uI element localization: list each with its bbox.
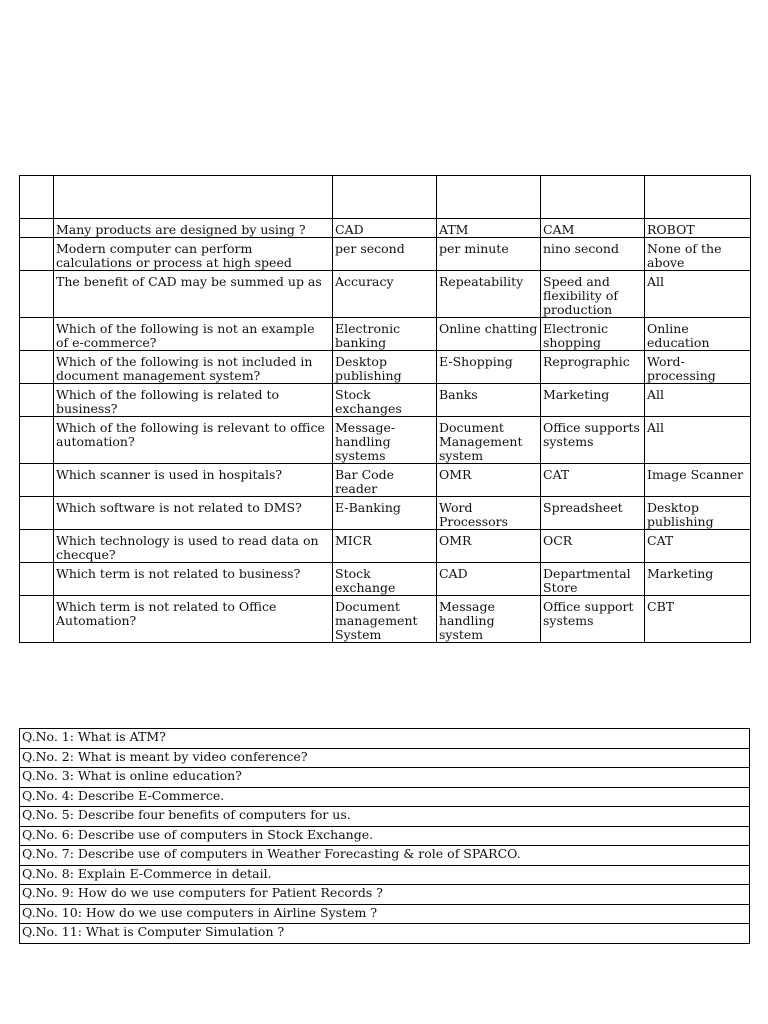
mcq-option-c: Office supports systems: [541, 417, 645, 464]
short-question: Q.No. 8: Explain E-Commerce in detail.: [20, 865, 750, 885]
mcq-header-cell: [54, 176, 333, 219]
mcq-question: Which technology is used to read data on checque?: [54, 530, 333, 563]
mcq-number-cell: [20, 464, 54, 497]
mcq-option-a: Accuracy: [333, 271, 437, 318]
mcq-row: [20, 384, 751, 417]
mcq-option-a: Stock exchanges: [333, 384, 437, 417]
mcq-row: [20, 596, 751, 643]
mcq-option-c: Spreadsheet: [541, 497, 645, 530]
mcq-option-d: All: [645, 417, 751, 464]
mcq-option-b: E-Shopping: [437, 351, 541, 384]
mcq-row: [20, 351, 751, 384]
mcq-option-b: Message handling system: [437, 596, 541, 643]
mcq-question: Which software is not related to DMS?: [54, 497, 333, 530]
short-questions-table: [19, 728, 750, 944]
mcq-option-a: per second: [333, 238, 437, 271]
mcq-question: Which of the following is not an example of e-commerce?: [54, 318, 333, 351]
mcq-number-cell: [20, 219, 54, 238]
short-question: Q.No. 11: What is Computer Simulation ?: [20, 924, 750, 944]
mcq-header-cell: [437, 176, 541, 219]
mcq-question: Which of the following is related to business?: [54, 384, 333, 417]
mcq-option-c: nino second: [541, 238, 645, 271]
mcq-option-c: Marketing: [541, 384, 645, 417]
mcq-option-c: CAM: [541, 219, 645, 238]
mcq-option-a: Message-handling systems: [333, 417, 437, 464]
short-question-row: [20, 807, 750, 827]
mcq-row: [20, 497, 751, 530]
short-question-row: [20, 846, 750, 866]
mcq-row: [20, 271, 751, 318]
mcq-row: [20, 464, 751, 497]
mcq-option-d: ROBOT: [645, 219, 751, 238]
short-question-row: [20, 865, 750, 885]
mcq-option-c: Office support systems: [541, 596, 645, 643]
mcq-option-b: Repeatability: [437, 271, 541, 318]
short-question-row: [20, 924, 750, 944]
mcq-table-body: [20, 176, 751, 643]
mcq-option-d: Desktop publishing: [645, 497, 751, 530]
mcq-question: Many products are designed by using ?: [54, 219, 333, 238]
short-questions-body: [20, 729, 750, 944]
mcq-option-d: Online education: [645, 318, 751, 351]
mcq-question: Modern computer can perform calculations or process at high speed: [54, 238, 333, 271]
mcq-option-d: Marketing: [645, 563, 751, 596]
short-question: Q.No. 9: How do we use computers for Patient Records ?: [20, 885, 750, 905]
mcq-row: [20, 530, 751, 563]
mcq-question: Which term is not related to Office Automation?: [54, 596, 333, 643]
mcq-option-a: Stock exchange: [333, 563, 437, 596]
mcq-option-d: All: [645, 384, 751, 417]
short-question: Q.No. 10: How do we use computers in Airline System ?: [20, 904, 750, 924]
mcq-question: Which scanner is used in hospitals?: [54, 464, 333, 497]
mcq-number-cell: [20, 497, 54, 530]
mcq-row: [20, 238, 751, 271]
mcq-option-d: CBT: [645, 596, 751, 643]
mcq-number-cell: [20, 384, 54, 417]
mcq-option-a: E-Banking: [333, 497, 437, 530]
mcq-option-c: CAT: [541, 464, 645, 497]
mcq-number-cell: [20, 530, 54, 563]
mcq-option-c: Reprographic: [541, 351, 645, 384]
mcq-row: [20, 318, 751, 351]
short-question: Q.No. 4: Describe E-Commerce.: [20, 787, 750, 807]
mcq-question: Which of the following is relevant to office automation?: [54, 417, 333, 464]
mcq-option-a: MICR: [333, 530, 437, 563]
mcq-option-d: All: [645, 271, 751, 318]
mcq-option-b: Document Management system: [437, 417, 541, 464]
mcq-option-b: Online chatting: [437, 318, 541, 351]
short-question-row: [20, 787, 750, 807]
mcq-option-a: Electronic banking: [333, 318, 437, 351]
mcq-option-d: Image Scanner: [645, 464, 751, 497]
mcq-option-a: Bar Code reader: [333, 464, 437, 497]
short-question: Q.No. 5: Describe four benefits of computers for us.: [20, 807, 750, 827]
short-question: Q.No. 2: What is meant by video conference?: [20, 748, 750, 768]
short-question: Q.No. 3: What is online education?: [20, 768, 750, 788]
mcq-header-row: [20, 176, 751, 219]
short-question: Q.No. 6: Describe use of computers in Stock Exchange.: [20, 826, 750, 846]
short-question-row: [20, 768, 750, 788]
short-question-row: [20, 885, 750, 905]
short-question-row: [20, 748, 750, 768]
mcq-number-cell: [20, 596, 54, 643]
mcq-number-cell: [20, 417, 54, 464]
mcq-table: [19, 175, 751, 643]
mcq-option-a: Desktop publishing: [333, 351, 437, 384]
mcq-option-d: CAT: [645, 530, 751, 563]
mcq-number-cell: [20, 238, 54, 271]
mcq-option-c: Departmental Store: [541, 563, 645, 596]
short-question-row: [20, 826, 750, 846]
mcq-question: Which term is not related to business?: [54, 563, 333, 596]
mcq-header-cell: [645, 176, 751, 219]
short-question-row: [20, 904, 750, 924]
mcq-option-c: Electronic shopping: [541, 318, 645, 351]
mcq-row: [20, 219, 751, 238]
short-question-row: [20, 729, 750, 749]
mcq-header-cell: [541, 176, 645, 219]
short-question: Q.No. 1: What is ATM?: [20, 729, 750, 749]
mcq-number-cell: [20, 351, 54, 384]
mcq-header-cell: [20, 176, 54, 219]
mcq-option-d: Word-processing: [645, 351, 751, 384]
mcq-option-b: CAD: [437, 563, 541, 596]
mcq-option-b: per minute: [437, 238, 541, 271]
mcq-option-c: Speed and flexibility of production: [541, 271, 645, 318]
mcq-number-cell: [20, 563, 54, 596]
mcq-option-d: None of the above: [645, 238, 751, 271]
mcq-row: [20, 417, 751, 464]
mcq-question: The benefit of CAD may be summed up as: [54, 271, 333, 318]
mcq-option-b: Word Processors: [437, 497, 541, 530]
mcq-option-b: OMR: [437, 464, 541, 497]
mcq-row: [20, 563, 751, 596]
short-question: Q.No. 7: Describe use of computers in Weather Forecasting & role of SPARCO.: [20, 846, 750, 866]
mcq-option-b: Banks: [437, 384, 541, 417]
mcq-header-cell: [333, 176, 437, 219]
mcq-number-cell: [20, 271, 54, 318]
mcq-option-c: OCR: [541, 530, 645, 563]
mcq-option-a: Document management System: [333, 596, 437, 643]
mcq-question: Which of the following is not included in document management system?: [54, 351, 333, 384]
mcq-number-cell: [20, 318, 54, 351]
mcq-option-b: ATM: [437, 219, 541, 238]
mcq-option-a: CAD: [333, 219, 437, 238]
mcq-option-b: OMR: [437, 530, 541, 563]
